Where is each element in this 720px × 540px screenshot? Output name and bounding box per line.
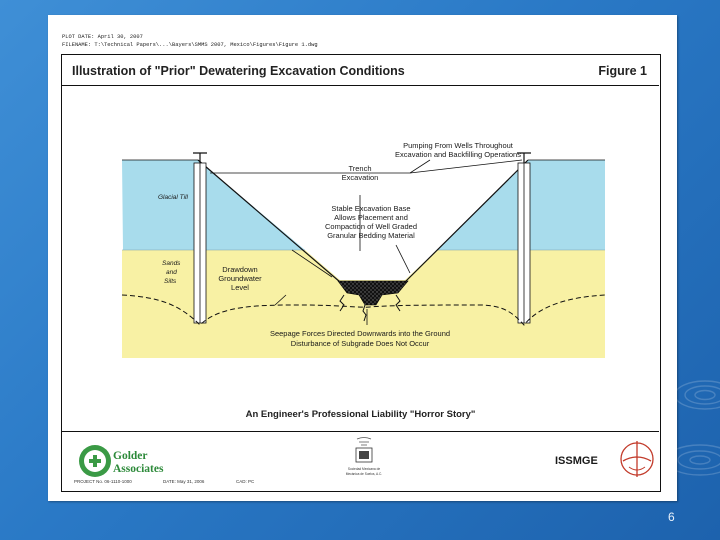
- drawdown-label-line-3: Level: [231, 283, 249, 292]
- figure-number: Figure 1: [598, 64, 647, 78]
- seepage-label-line-2: Disturbance of Subgrade Does Not Occur: [290, 339, 430, 348]
- seal-text-2: Mecánica de Suelos, A.C.: [345, 472, 383, 476]
- sands-label-line-3: Silts: [164, 278, 177, 285]
- well-right: [517, 153, 531, 323]
- sands-label-line-1: Sands: [162, 260, 181, 267]
- plot-metadata: [62, 33, 318, 49]
- stable-label-line-2: Allows Placement and: [334, 213, 408, 222]
- stable-label-line-1: Stable Excavation Base: [331, 204, 411, 213]
- pumping-label-line-2: Excavation and Backfilling Operations: [395, 150, 521, 159]
- sands-label-line-2: and: [166, 269, 177, 276]
- figure-title: Illustration of "Prior" Dewatering Excavation Conditions: [72, 64, 405, 78]
- footer-divider: [62, 431, 659, 432]
- golder-logo-text-1: Golder: [113, 450, 148, 462]
- trench-label-line-2: Excavation: [341, 173, 379, 182]
- stable-label-line-4: Granular Bedding Material: [327, 231, 415, 240]
- title-block: [62, 55, 659, 86]
- issmge-logo: [615, 439, 659, 479]
- well-left: [193, 153, 207, 323]
- plot-date: PLOT DATE: April 30, 2007: [62, 34, 143, 40]
- issmge-label: ISSMGE: [555, 455, 598, 467]
- project-number: PROJECT No. 06-1110-1000: [74, 479, 132, 484]
- smms-seal-logo: [339, 436, 389, 480]
- file-name: FILENAME: T:\Technical Papers\...\Bayers\SMMS 2007, Mexico\Figures\Figure 1.dwg: [62, 42, 318, 48]
- drawdown-label-line-1: Drawdown: [222, 265, 258, 274]
- golder-associates-logo: [78, 442, 198, 480]
- drawing-date: DATE: May 31, 2006: [163, 479, 205, 484]
- drawdown-label-line-2: Groundwater: [218, 274, 262, 283]
- excavation-cross-section: [60, 141, 605, 415]
- seepage-label-line-1: Seepage Forces Directed Downwards into the Ground: [269, 329, 451, 338]
- golder-logo-text-2: Associates: [113, 463, 164, 475]
- stable-label-line-3: Compaction of Well Graded: [325, 222, 417, 231]
- cad-operator: CAD: PC: [236, 479, 255, 484]
- seal-text-1: Sociedad Mexicana de: [347, 467, 381, 471]
- glacial-till-label: Glacial Till: [158, 194, 188, 201]
- trench-label-line-1: Trench: [348, 164, 372, 173]
- pumping-label-line-1: Pumping From Wells Throughout: [403, 141, 513, 150]
- figure-caption: An Engineer's Professional Liability "Horror Story": [245, 409, 476, 420]
- page-number: 6: [668, 510, 675, 524]
